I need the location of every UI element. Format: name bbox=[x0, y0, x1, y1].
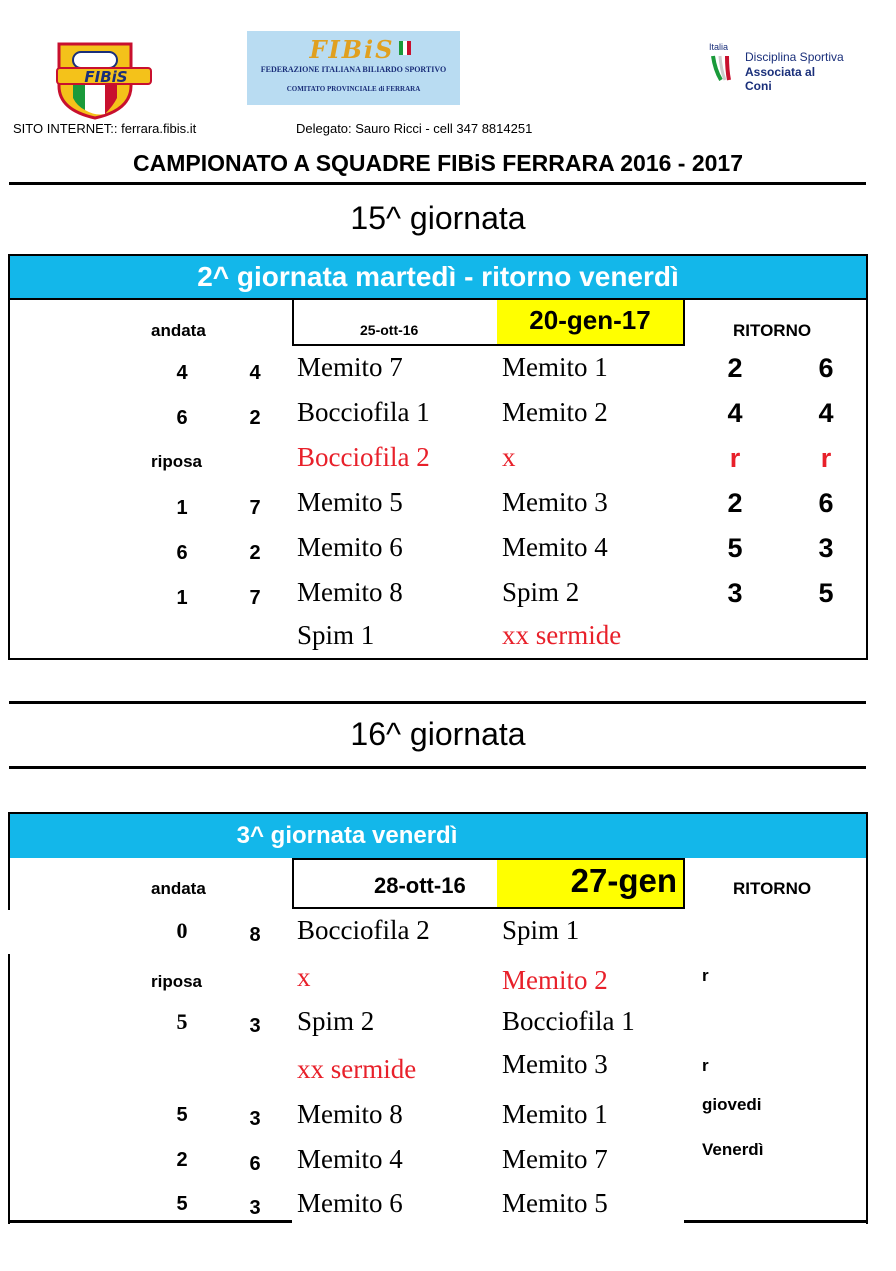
coni-logo bbox=[709, 42, 844, 93]
round15-date-ritorno: 20-gen-17 bbox=[529, 305, 651, 335]
away-team: xx sermide bbox=[502, 620, 622, 650]
andata-score-away: 7 bbox=[249, 587, 261, 609]
round16-heading: 16^ giornata bbox=[350, 716, 526, 752]
andata-score-away: 8 bbox=[249, 924, 261, 946]
ritorno-score-away: 5 bbox=[818, 578, 834, 608]
divider bbox=[9, 182, 866, 185]
away-team: x bbox=[502, 442, 516, 472]
andata-score-away: 2 bbox=[249, 542, 261, 564]
away-team: Spim 1 bbox=[502, 915, 580, 945]
andata-score-home: 1 bbox=[176, 587, 188, 609]
flag-icon bbox=[399, 41, 411, 55]
andata-score-home: 5 bbox=[176, 1193, 188, 1215]
round16-right-border bbox=[866, 812, 868, 1224]
away-team: Spim 2 bbox=[502, 577, 580, 607]
home-team: Memito 6 bbox=[297, 532, 403, 562]
ritorno-score-home: 4 bbox=[727, 398, 743, 428]
away-team: Memito 4 bbox=[502, 532, 608, 562]
ritorno-score-home: 5 bbox=[727, 533, 743, 563]
round15-andata-label: andata bbox=[151, 321, 206, 340]
divider bbox=[9, 766, 866, 769]
divider bbox=[9, 701, 866, 704]
home-team: Spim 2 bbox=[297, 1006, 375, 1036]
ritorno-score-home: r bbox=[729, 443, 741, 473]
round16-andata-label: andata bbox=[151, 879, 206, 898]
coni-stripes-icon bbox=[711, 54, 733, 82]
away-team: Bocciofila 1 bbox=[502, 1006, 635, 1036]
round16-date-andata: 28-ott-16 bbox=[374, 873, 466, 898]
andata-score-home: 5 bbox=[176, 1009, 188, 1034]
round15-date-andata: 25-ott-16 bbox=[360, 322, 419, 338]
round16-bottom-left bbox=[8, 1220, 292, 1223]
home-team: x bbox=[297, 962, 311, 992]
away-team: Memito 2 bbox=[502, 965, 608, 995]
home-team: Memito 5 bbox=[297, 487, 403, 517]
home-team: xx sermide bbox=[297, 1054, 417, 1084]
home-team: Spim 1 bbox=[297, 620, 375, 650]
ritorno-score-home: 3 bbox=[727, 578, 743, 608]
andata-score-home: 4 bbox=[176, 362, 188, 384]
ritorno-note: r bbox=[702, 1056, 709, 1075]
andata-score-home: 2 bbox=[176, 1149, 188, 1171]
site-info: SITO INTERNET:: ferrara.fibis.it bbox=[13, 121, 197, 136]
andata-score-away: 7 bbox=[249, 497, 261, 519]
coni-logo-line2: Associata al Coni bbox=[745, 65, 816, 93]
ritorno-score-home: 2 bbox=[727, 353, 743, 383]
away-team: Memito 1 bbox=[502, 1099, 608, 1129]
andata-score-away: 3 bbox=[249, 1108, 261, 1130]
away-team: Memito 7 bbox=[502, 1144, 608, 1174]
delegate-info: Delegato: Sauro Ricci - cell 347 8814251 bbox=[296, 121, 533, 136]
home-team: Bocciofila 2 bbox=[297, 915, 430, 945]
home-team: Memito 6 bbox=[297, 1188, 403, 1218]
ritorno-note: Venerdì bbox=[702, 1140, 764, 1159]
away-team: Memito 5 bbox=[502, 1188, 608, 1218]
ritorno-note: giovedi bbox=[702, 1095, 762, 1114]
andata-note: riposa bbox=[151, 972, 203, 991]
round16-date-ritorno: 27-gen bbox=[570, 862, 677, 899]
round15-heading: 15^ giornata bbox=[350, 200, 526, 236]
page-title: CAMPIONATO A SQUADRE FIBiS FERRARA 2016 - 2017 bbox=[132, 150, 744, 176]
home-team: Bocciofila 2 bbox=[297, 442, 430, 472]
andata-score-away: 6 bbox=[249, 1153, 261, 1175]
federation-logo-line2: COMITATO PROVINCIALE di FERRARA bbox=[286, 85, 421, 93]
away-team: Memito 3 bbox=[502, 1049, 608, 1079]
andata-score-home: 5 bbox=[176, 1104, 188, 1126]
federation-logo bbox=[247, 31, 460, 105]
ritorno-score-away: 4 bbox=[818, 398, 834, 428]
round16-ritorno-label: RITORNO bbox=[733, 879, 812, 898]
andata-score-away: 2 bbox=[249, 407, 261, 429]
home-team: Memito 7 bbox=[297, 352, 403, 382]
coni-logo-line1: Disciplina Sportiva bbox=[745, 50, 844, 64]
andata-score-away: 3 bbox=[249, 1015, 261, 1037]
round16-band: 3^ giornata venerdì bbox=[10, 814, 684, 858]
home-team: Memito 8 bbox=[297, 1099, 403, 1129]
fibis-logo-text: FIBiS bbox=[84, 68, 128, 86]
round16-left-border bbox=[8, 954, 10, 1224]
home-team: Memito 4 bbox=[297, 1144, 403, 1174]
andata-score-home: 6 bbox=[176, 407, 188, 429]
andata-note: riposa bbox=[151, 452, 203, 471]
away-team: Memito 2 bbox=[502, 397, 608, 427]
round15-ritorno-label: RITORNO bbox=[733, 321, 812, 340]
ritorno-score-away: 3 bbox=[818, 533, 834, 563]
coni-logo-top: Italia bbox=[709, 42, 729, 52]
andata-score-home: 1 bbox=[176, 497, 188, 519]
federation-logo-title: FIBiS bbox=[309, 35, 395, 64]
ritorno-score-home: 2 bbox=[727, 488, 743, 518]
ritorno-note: r bbox=[702, 966, 709, 985]
ritorno-score-away: 6 bbox=[818, 353, 834, 383]
ritorno-score-away: 6 bbox=[818, 488, 834, 518]
andata-score-home: 6 bbox=[176, 542, 188, 564]
round16-left-border bbox=[8, 812, 10, 910]
andata-score-away: 3 bbox=[249, 1197, 261, 1219]
away-team: Memito 3 bbox=[502, 487, 608, 517]
andata-score-away: 4 bbox=[249, 362, 261, 384]
round16-bottom-right bbox=[684, 1220, 868, 1223]
ritorno-score-away: r bbox=[820, 443, 832, 473]
round16-band-right bbox=[684, 814, 866, 858]
round15-band: 2^ giornata martedì - ritorno venerdì bbox=[10, 256, 866, 298]
home-team: Memito 8 bbox=[297, 577, 403, 607]
fibis-logo bbox=[53, 40, 153, 120]
andata-score-home: 0 bbox=[176, 918, 188, 943]
federation-logo-line1: FEDERAZIONE ITALIANA BILIARDO SPORTIVO bbox=[260, 65, 447, 74]
home-team: Bocciofila 1 bbox=[297, 397, 430, 427]
away-team: Memito 1 bbox=[502, 352, 608, 382]
